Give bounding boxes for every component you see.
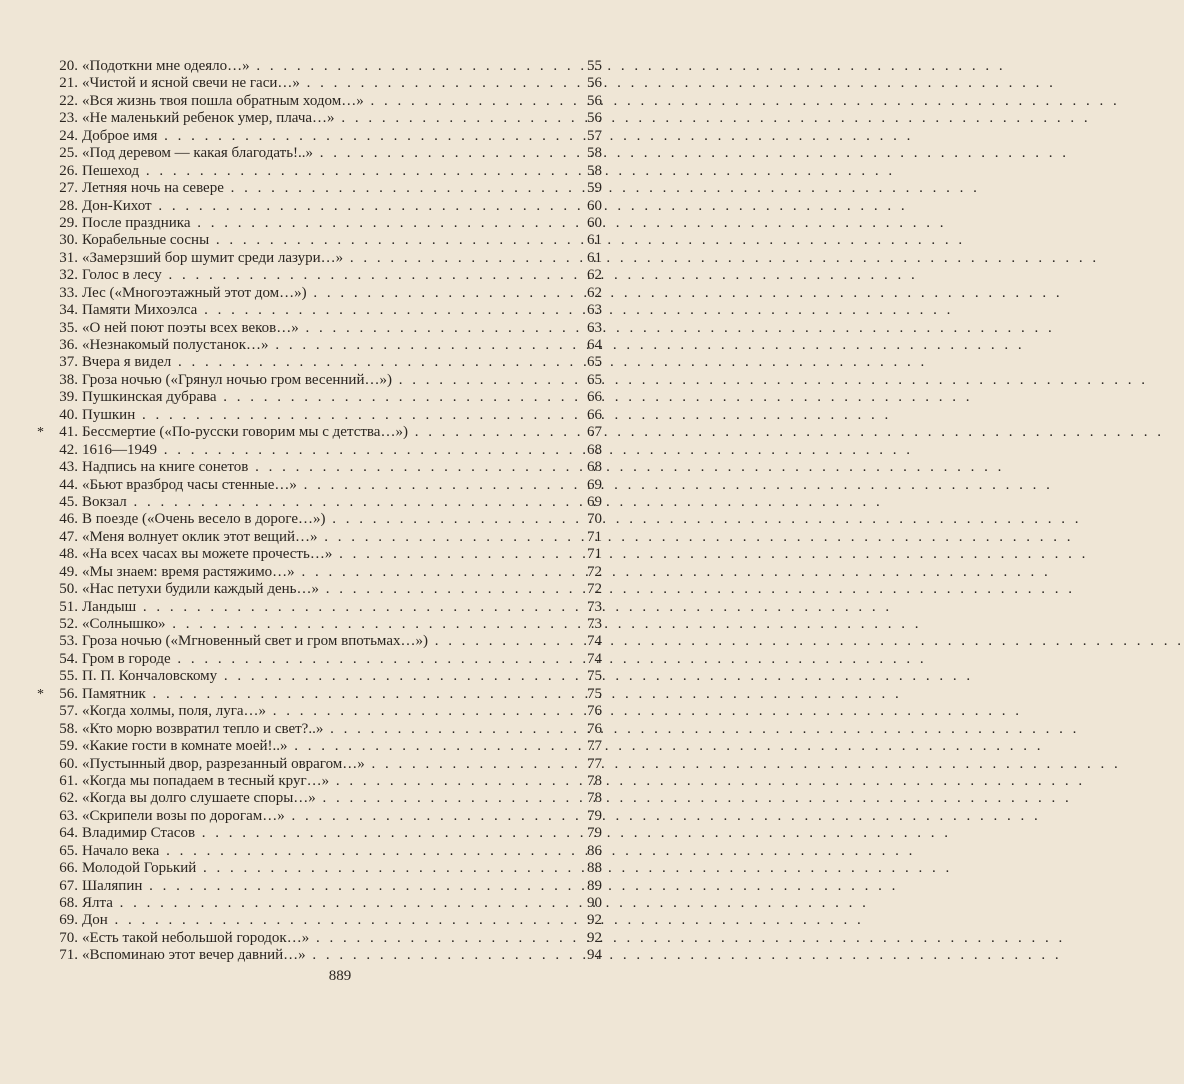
toc-entry — [40, 843, 602, 860]
toc-entry-leader — [82, 686, 568, 703]
toc-entry — [40, 494, 602, 511]
toc-entry-page: 66 — [587, 406, 602, 423]
toc-entry — [40, 389, 602, 406]
toc-entry-title: Голос в лесу — [82, 267, 162, 284]
toc-entry-page: 79 — [587, 807, 602, 824]
toc-entry-page: 57 — [587, 127, 602, 144]
toc-entry-leader — [82, 599, 568, 616]
toc-entry-number: 36. — [59, 337, 78, 353]
toc-entry-leader — [82, 878, 568, 895]
toc-entry-page: 56 — [587, 75, 602, 92]
toc-entry — [40, 250, 602, 267]
toc-entry-leader — [82, 651, 568, 668]
toc-entry-page: 74 — [587, 633, 602, 650]
toc-entry — [40, 703, 602, 720]
toc-entry — [40, 407, 602, 424]
toc-entry-page: 92 — [587, 929, 602, 946]
toc-entry — [40, 878, 602, 895]
toc-entry-page: 71 — [587, 528, 602, 545]
toc-entry-title: Ялта — [82, 895, 113, 911]
toc-entry-number: 69. — [59, 912, 78, 929]
toc-entry-title: «Вся жизнь твоя пошла обратным ходом…» — [82, 92, 364, 109]
toc-entry — [40, 442, 602, 459]
toc-entry-page: 58 — [587, 145, 602, 162]
toc-entry-number: 47. — [59, 528, 78, 545]
toc-entry-page: 65 — [587, 371, 602, 388]
toc-entry-number: 38. — [59, 371, 78, 388]
toc-entry-page: 77 — [587, 755, 602, 772]
toc-entry-page: 64 — [587, 337, 602, 353]
toc-entry-number: 22. — [59, 92, 78, 109]
toc-entry-number: 53. — [59, 633, 78, 650]
toc-entry-page: 92 — [587, 912, 602, 929]
toc-entry-number: 40. — [59, 406, 78, 423]
page-number: 889 — [328, 968, 352, 984]
toc-entry — [40, 738, 602, 755]
toc-entry-leader — [82, 354, 568, 371]
toc-entry-number: 27. — [59, 180, 78, 197]
toc-entry-page: 76 — [587, 703, 602, 720]
toc-entry-number: 50. — [59, 581, 78, 598]
toc-entry-page: 78 — [587, 790, 602, 807]
toc-entry-number: 59. — [59, 738, 78, 755]
toc-entry-number: 54. — [59, 650, 78, 667]
toc-entry-leader — [82, 320, 568, 337]
toc-entry-page: 70 — [587, 511, 602, 528]
toc-entry-title: Пешеход — [82, 162, 140, 179]
toc-entry-leader — [82, 180, 568, 197]
toc-entry-number: 34. — [59, 302, 78, 319]
toc-entry-number: 39. — [59, 389, 78, 406]
toc-entry-title: «Солнышко» — [82, 616, 166, 632]
toc-entry-marker: * — [37, 425, 44, 441]
toc-entry-page: 56 — [587, 110, 602, 127]
toc-entry-number: 57. — [59, 703, 78, 720]
toc-entry-page: 77 — [587, 738, 602, 755]
toc-entry-number: 66. — [59, 860, 78, 877]
toc-entry — [40, 215, 602, 232]
toc-entry-leader — [82, 232, 568, 249]
toc-entry-page: 94 — [587, 947, 602, 964]
toc-entry-page: 63 — [587, 302, 602, 319]
toc-entry — [40, 825, 602, 842]
toc-entry — [40, 145, 602, 162]
toc-entry-page: 78 — [587, 772, 602, 789]
toc-entry-number: 55. — [59, 668, 78, 685]
toc-entry-number: 48. — [59, 546, 78, 563]
toc-entry-leader — [82, 407, 568, 424]
toc-entry-number: 62. — [59, 790, 78, 807]
toc-entry — [40, 756, 602, 773]
toc-entry-page: 60 — [587, 214, 602, 231]
toc-entry-page: 68 — [587, 441, 602, 458]
toc-entry — [40, 529, 602, 546]
toc-entry-page: 75 — [587, 668, 602, 685]
toc-entry-page: 86 — [587, 842, 602, 859]
toc-entry-number: 44. — [59, 476, 78, 493]
toc-entry-number: 42. — [59, 441, 78, 458]
toc-entry-title: Начало века — [82, 842, 160, 859]
toc-entry-leader — [82, 285, 568, 302]
toc-entry-title: «Когда холмы, поля, луга…» — [82, 703, 266, 720]
toc-entry-title: «Замерзший бор шумит среди лазури…» — [82, 249, 344, 266]
toc-entry — [40, 285, 602, 302]
toc-entry-leader — [82, 703, 568, 720]
toc-entry — [40, 930, 602, 947]
toc-entry-number: 24. — [59, 127, 78, 144]
toc-entry-number: 30. — [59, 232, 78, 249]
toc-entry-leader — [82, 738, 568, 755]
toc-entry-leader — [82, 267, 568, 284]
toc-entry-title: Бессмертие («По-русски говорим мы с детства…») — [82, 424, 408, 441]
toc-entry — [40, 633, 602, 650]
toc-entry-title: Гроза ночью («Грянул ночью гром весенний…») — [82, 371, 392, 388]
toc-entry-title: «Не маленький ребенок умер, плача…» — [82, 110, 335, 127]
toc-entry-title: Гроза ночью («Мгновенный свет и гром впотьмах…») — [82, 633, 428, 650]
toc-entry-number: 33. — [59, 284, 78, 301]
toc-entry-number: 37. — [59, 354, 78, 371]
toc-entry-leader — [82, 128, 568, 145]
toc-entry-title: «Когда мы попадаем в тесный круг…» — [82, 772, 330, 789]
toc-entry-title: «Нас петухи будили каждый день…» — [82, 581, 319, 598]
toc-entry-title: 1616—1949 — [82, 441, 157, 458]
toc-entry-title: «Меня волнует оклик этот вещий…» — [82, 528, 318, 545]
toc-entry-page: 90 — [587, 895, 602, 911]
toc-entry-title: Пушкинская дубрава — [82, 389, 217, 406]
toc-entry-number: 63. — [59, 807, 78, 824]
toc-entry-page: 88 — [587, 860, 602, 877]
toc-entry-title: Дон-Кихот — [82, 197, 152, 214]
toc-entry — [40, 564, 602, 581]
toc-entry-title: «О ней поют поэты всех веков…» — [82, 319, 299, 336]
toc-entry-leader — [82, 633, 568, 650]
toc-entry-leader — [82, 58, 568, 75]
toc-entry — [40, 581, 602, 598]
toc-entry — [40, 93, 602, 110]
toc-entry-page: 66 — [587, 389, 602, 406]
toc-entry — [40, 773, 602, 790]
toc-entry-page: 76 — [587, 720, 602, 737]
toc-entry-number: 23. — [59, 110, 78, 127]
toc-entry-number: 28. — [59, 197, 78, 214]
toc-entry — [40, 616, 602, 633]
toc-entry-title: «Подоткни мне одеяло…» — [82, 58, 250, 74]
toc-entry-number: 58. — [59, 720, 78, 737]
toc-entry — [40, 511, 602, 528]
toc-entry-page: 61 — [587, 249, 602, 266]
toc-entry-number: 56. — [59, 685, 78, 702]
toc-entry-page: 73 — [587, 616, 602, 632]
toc-entry-title: «Вспоминаю этот вечер давний…» — [82, 947, 306, 964]
toc-entry-number: 49. — [59, 563, 78, 580]
toc-entry-number: 61. — [59, 772, 78, 789]
toc-entry-number: 26. — [59, 162, 78, 179]
toc-entry-page: 79 — [587, 825, 602, 842]
toc-entry-leader — [82, 790, 568, 807]
toc-entry-title: «Мы знаем: время растяжимо…» — [82, 563, 295, 580]
toc-entry-title: «На всех часах вы можете прочесть…» — [82, 546, 333, 563]
toc-entry — [40, 198, 602, 215]
toc-entry-leader — [82, 860, 568, 877]
toc-entry-title: Надпись на книге сонетов — [82, 459, 249, 476]
toc-entry-leader — [82, 459, 568, 476]
toc-entry — [40, 267, 602, 284]
toc-entry-number: 31. — [59, 249, 78, 266]
toc-entry-leader — [82, 337, 568, 354]
toc-entry-number: 20. — [59, 58, 78, 74]
toc-entry-title: Молодой Горький — [82, 860, 197, 877]
toc-entry-title: «Пустынный двор, разрезанный оврагом…» — [82, 755, 365, 772]
toc-entry-page: 69 — [587, 493, 602, 510]
toc-entry-leader — [82, 477, 568, 494]
toc-entry-number: 51. — [59, 598, 78, 615]
toc-entry-number: 43. — [59, 459, 78, 476]
toc-entry-title: Владимир Стасов — [82, 825, 196, 842]
toc-entry-title: Пушкин — [82, 406, 136, 423]
toc-entry-number: 41. — [59, 424, 78, 441]
toc-entry-title: «Есть такой небольшой городок…» — [82, 929, 310, 946]
toc-entry-leader — [82, 75, 568, 92]
toc-entry-page: 72 — [587, 563, 602, 580]
toc-entry-leader — [82, 825, 568, 842]
toc-entry-page: 56 — [587, 92, 602, 109]
toc-entry-title: П. П. Кончаловскому — [82, 668, 218, 685]
toc-entry-page: 62 — [587, 267, 602, 284]
toc-entry — [40, 599, 602, 616]
toc-entry-number: 65. — [59, 842, 78, 859]
toc-entry-leader — [82, 145, 568, 162]
toc-entry-leader — [82, 581, 568, 598]
toc-entry-title: Памятник — [82, 685, 146, 702]
toc-entry-title: Ландыш — [82, 598, 137, 615]
toc-entry-title: После праздника — [82, 214, 191, 231]
toc-entry-page: 67 — [587, 424, 602, 441]
toc-entry-leader — [82, 110, 568, 127]
toc-entry-title: «Кто морю возвратил тепло и свет?..» — [82, 720, 324, 737]
toc-entry-leader — [82, 756, 568, 773]
toc-entry-leader — [82, 546, 568, 563]
toc-entry-leader — [82, 808, 568, 825]
toc-entry — [40, 651, 602, 668]
toc-entry-title: «Незнакомый полустанок…» — [82, 337, 269, 353]
toc-entry — [40, 337, 602, 354]
toc-entry-number: 60. — [59, 755, 78, 772]
toc-entry — [40, 110, 602, 127]
toc-entry-title: Корабельные сосны — [82, 232, 210, 249]
toc-entry-page: 59 — [587, 180, 602, 197]
toc-entry — [40, 58, 602, 75]
toc-entry-page: 55 — [587, 58, 602, 74]
toc-entry — [40, 721, 602, 738]
toc-entry-leader — [82, 843, 568, 860]
toc-entry — [40, 320, 602, 337]
toc-entry-leader — [82, 773, 568, 790]
toc-entry-number: 71. — [59, 947, 78, 964]
toc-entry-page: 65 — [587, 354, 602, 371]
toc-entry-number: 68. — [59, 895, 78, 911]
toc-entry — [40, 912, 602, 929]
toc-entry — [40, 354, 602, 371]
toc-entry — [40, 860, 602, 877]
toc-entry-page: 58 — [587, 162, 602, 179]
toc-entry-leader — [82, 947, 568, 964]
toc-entry — [40, 790, 602, 807]
toc-entry-leader — [82, 93, 568, 110]
toc-entry-page: 68 — [587, 459, 602, 476]
toc-entry-title: «Бьют вразброд часы стенные…» — [82, 476, 297, 493]
toc-entry-page: 60 — [587, 197, 602, 214]
toc-entry-leader — [82, 215, 568, 232]
toc-entry-leader — [82, 424, 568, 441]
toc-entry-number: 21. — [59, 75, 78, 92]
toc-entry-leader — [82, 895, 568, 912]
toc-entry-leader — [82, 442, 568, 459]
toc-entry-marker: * — [37, 686, 44, 702]
toc-entry-title: Лес («Многоэтажный этот дом…») — [82, 284, 307, 301]
toc-entry — [40, 180, 602, 197]
toc-entry-leader — [82, 250, 568, 267]
toc-entry-leader — [82, 198, 568, 215]
toc-entry-leader — [82, 721, 568, 738]
toc-entry — [40, 232, 602, 249]
toc-entry — [40, 128, 602, 145]
toc-entry — [40, 459, 602, 476]
toc-entry-title: «Под деревом — какая благодать!..» — [82, 145, 314, 162]
toc-entry-title: «Какие гости в комнате моей!..» — [82, 738, 288, 755]
toc-entry — [37, 424, 602, 441]
toc-entry-title: Доброе имя — [82, 127, 158, 144]
toc-entry-number: 25. — [59, 145, 78, 162]
toc-entry-page: 89 — [587, 877, 602, 894]
toc-entry-page: 74 — [587, 650, 602, 667]
toc-entry-leader — [82, 302, 568, 319]
toc-entry-title: Памяти Михоэлса — [82, 302, 198, 319]
toc-entry-title: Вчера я видел — [82, 354, 172, 371]
toc-entry-number: 64. — [59, 825, 78, 842]
toc-entry — [40, 75, 602, 92]
toc-entry-number: 29. — [59, 214, 78, 231]
toc-entry-number: 45. — [59, 493, 78, 510]
toc-entry-number: 35. — [59, 319, 78, 336]
toc-entry — [40, 302, 602, 319]
toc-entry — [40, 546, 602, 563]
toc-entry-number: 46. — [59, 511, 78, 528]
toc-entry-leader — [82, 372, 568, 389]
toc-entry-page: 62 — [587, 284, 602, 301]
toc-entry-number: 67. — [59, 877, 78, 894]
toc-entry-number: 52. — [59, 616, 78, 632]
toc-entry-title: «Когда вы долго слушаете споры…» — [82, 790, 316, 807]
toc-entry-title: Вокзал — [82, 493, 127, 510]
toc-entry-page: 75 — [587, 685, 602, 702]
toc-entry — [40, 163, 602, 180]
toc-entry — [40, 808, 602, 825]
toc-entry-page: 61 — [587, 232, 602, 249]
toc-entry-number: 32. — [59, 267, 78, 284]
toc-entry-leader — [82, 494, 568, 511]
toc-entry-page: 72 — [587, 581, 602, 598]
toc-entry-leader — [82, 163, 568, 180]
toc-entry — [40, 947, 602, 964]
toc-entry-leader — [82, 616, 568, 633]
toc-entry — [40, 372, 602, 389]
toc-entry-leader — [82, 912, 568, 929]
toc-entry-page: 63 — [587, 319, 602, 336]
toc-entry-leader — [82, 511, 568, 528]
toc-entry-title: Дон — [82, 912, 108, 929]
toc-entry-leader — [82, 930, 568, 947]
toc-entry-leader — [82, 668, 568, 685]
toc-entry — [37, 685, 602, 703]
toc-entry — [40, 668, 602, 685]
toc-entry-title: В поезде («Очень весело в дороге…») — [82, 511, 326, 528]
toc-entry — [40, 895, 602, 912]
toc-entry-title: Гром в городе — [82, 650, 171, 667]
toc-entry-title: Летняя ночь на севере — [82, 180, 224, 197]
toc-entry-title: Шаляпин — [82, 877, 143, 894]
toc-entry-title: «Чистой и ясной свечи не гаси…» — [82, 75, 300, 92]
table-of-contents — [37, 58, 602, 965]
toc-entry-leader — [82, 564, 568, 581]
toc-entry — [40, 477, 602, 494]
toc-entry-page: 69 — [587, 476, 602, 493]
toc-entry-title: «Скрипели возы по дорогам…» — [82, 807, 285, 824]
toc-entry-leader — [82, 389, 568, 406]
toc-entry-leader — [82, 529, 568, 546]
toc-entry-page: 73 — [587, 598, 602, 615]
toc-entry-number: 70. — [59, 929, 78, 946]
toc-entry-page: 71 — [587, 546, 602, 563]
